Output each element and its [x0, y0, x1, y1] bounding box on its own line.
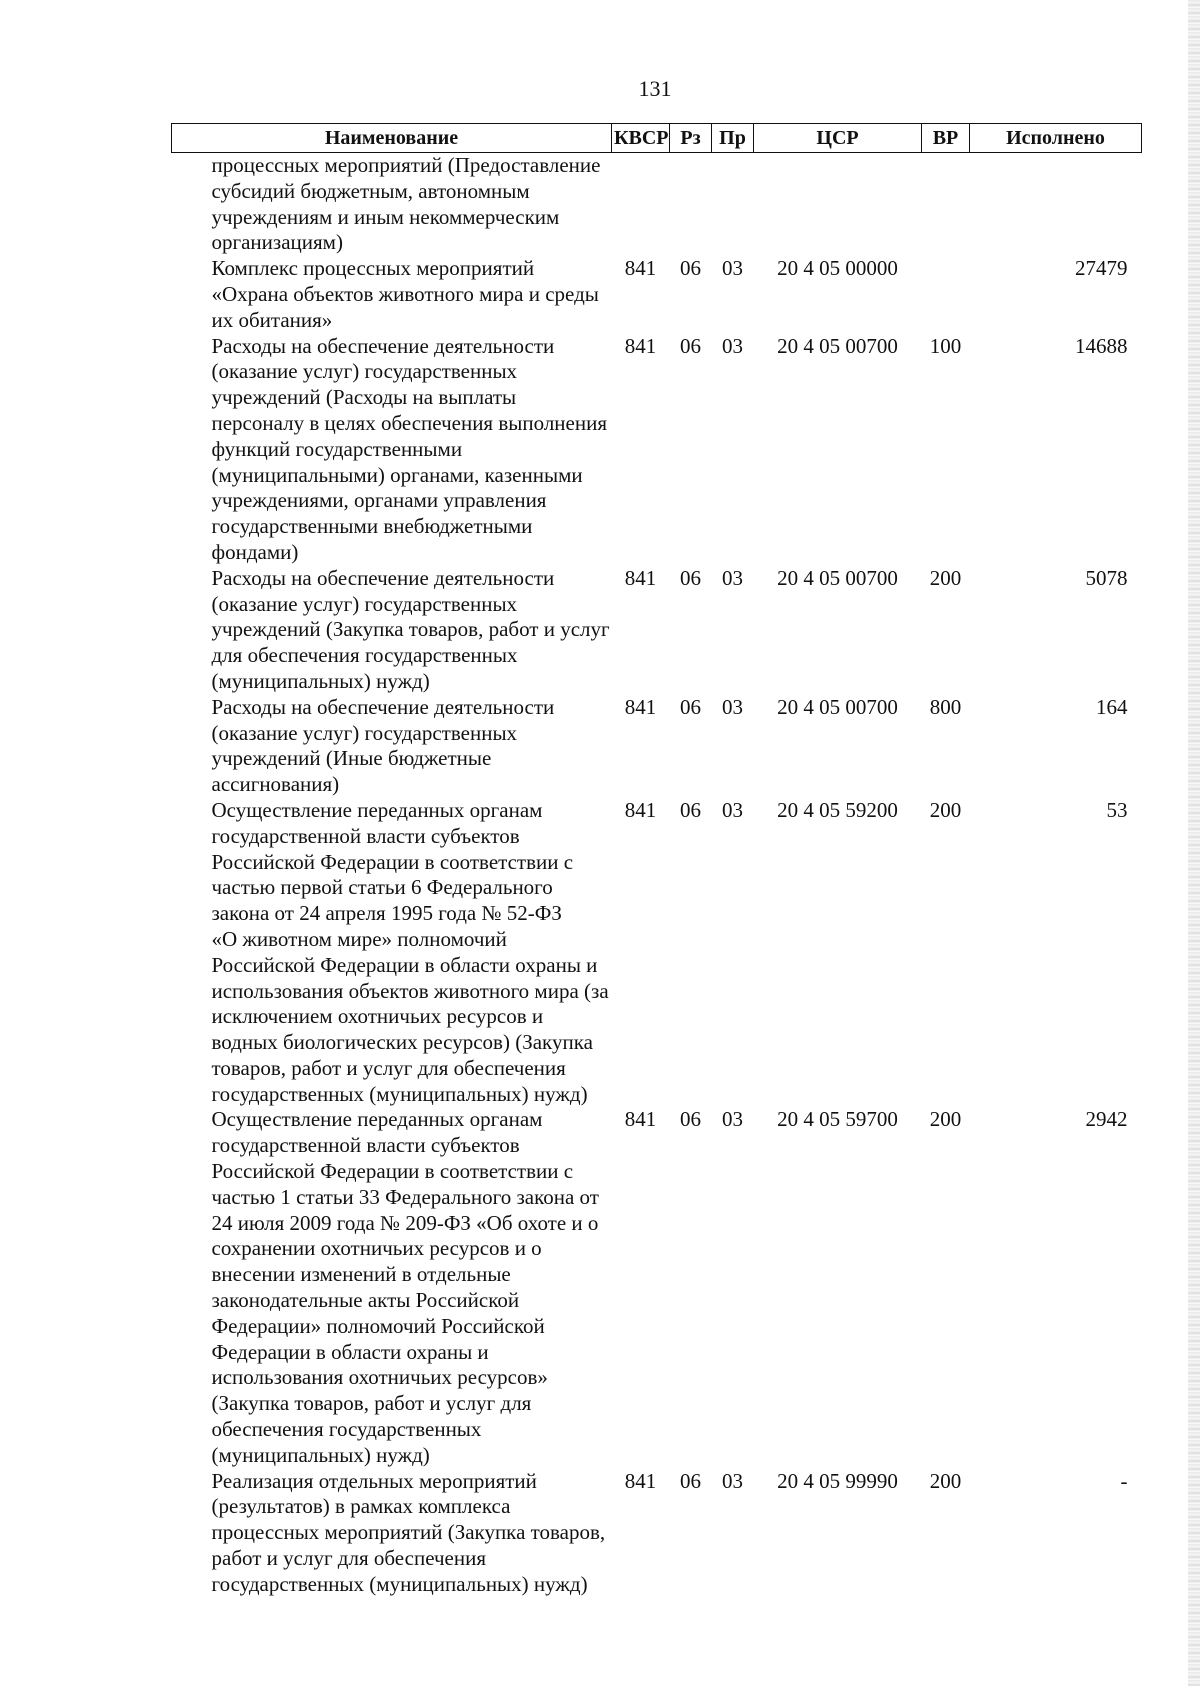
cell-rz: 06: [680, 1468, 701, 1493]
cell-vr: 200: [929, 1107, 962, 1132]
cell-kvsr: 841: [624, 1468, 657, 1493]
cell-executed: 53: [1106, 797, 1128, 822]
header-pr: Пр: [712, 124, 754, 153]
name-line: Комплекс процессных мероприятий: [211, 256, 535, 281]
cell-csr: 20 4 05 00700: [777, 333, 898, 358]
name-line: Расходы на обеспечение деятельности: [211, 694, 555, 719]
cell-name: [172, 334, 612, 566]
table-row: [172, 1107, 1142, 1468]
name-line: Реализация отдельных мероприятий: [211, 1468, 537, 1493]
name-line: государственных (муниципальных) нужд): [211, 1081, 588, 1106]
name-line: учреждениями, органами управления: [211, 488, 547, 513]
name-line: персоналу в целях обеспечения выполнения: [211, 410, 608, 435]
name-line: учреждений (Расходы на выплаты: [211, 385, 517, 410]
cell-pr: 03: [722, 565, 743, 590]
cell-pr: 03: [722, 797, 743, 822]
name-line: исключением охотничьих ресурсов и: [211, 1004, 544, 1029]
table-row: [172, 566, 1142, 695]
name-line: учреждениям и иным некоммерческим: [211, 204, 560, 229]
cell-name: [172, 1107, 612, 1468]
name-line: государственной власти субъектов: [211, 1133, 520, 1158]
name-line: Российской Федерации в соответствии с: [211, 849, 574, 874]
cell-vr: [922, 256, 970, 333]
name-line: сохранении охотничьих ресурсов и о: [211, 1236, 542, 1261]
name-line: «О животном мире» полномочий: [211, 926, 507, 951]
cell-rz: 06: [680, 1107, 701, 1132]
name-line: (муниципальных) нужд): [211, 1442, 430, 1467]
table-row: [172, 798, 1142, 1108]
cell-csr: 20 4 05 99990: [777, 1468, 898, 1493]
table-row: [172, 334, 1142, 566]
cell-pr: 03: [722, 333, 743, 358]
name-line: (муниципальных) нужд): [211, 668, 430, 693]
cell-pr: 03: [722, 256, 743, 281]
name-line: организациям): [211, 230, 343, 255]
cell-name: [172, 566, 612, 695]
cell-vr: 200: [929, 1468, 962, 1493]
name-line: Российской Федерации в области охраны и: [211, 952, 598, 977]
table-row: [172, 695, 1142, 798]
cell-kvsr: 841: [624, 333, 657, 358]
header-executed: Исполнено: [970, 124, 1142, 153]
name-line: Расходы на обеспечение деятельности: [211, 565, 555, 590]
header-vr: ВР: [922, 124, 970, 153]
name-line: государственной власти субъектов: [211, 823, 520, 848]
header-name: Наименование: [172, 124, 612, 153]
cell-vr: 200: [929, 797, 962, 822]
name-line: субсидий бюджетным, автономным: [211, 178, 530, 203]
name-line: законодательные акты Российской: [211, 1288, 520, 1313]
table-row: [172, 256, 1142, 333]
cell-csr: 20 4 05 00700: [777, 565, 898, 590]
name-line: государственными внебюджетными: [211, 514, 533, 539]
name-line: обеспечения государственных: [211, 1417, 482, 1442]
name-line: Осуществление переданных органам: [211, 1107, 543, 1132]
scan-edge: [1188, 0, 1200, 1686]
cell-kvsr: 841: [624, 694, 657, 719]
name-line: их обитания»: [211, 307, 333, 332]
name-line: (результатов) в рамках комплекса: [211, 1494, 511, 1519]
cell-vr: 800: [929, 694, 962, 719]
cell-rz: 06: [680, 694, 701, 719]
cell-executed: 14688: [1075, 333, 1128, 358]
name-line: водных биологических ресурсов) (Закупка: [211, 1030, 593, 1055]
cell-rz: 06: [680, 565, 701, 590]
name-line: 24 июля 2009 года № 209-ФЗ «Об охоте и о: [211, 1210, 599, 1235]
header-kvsr: КВСР: [612, 124, 670, 153]
page-number: 131: [638, 76, 672, 101]
cell-executed: 5078: [1085, 565, 1128, 590]
cell-executed: -: [1120, 1468, 1128, 1493]
cell-csr: 20 4 05 00000: [777, 256, 898, 281]
name-line: внесении изменений в отдельные: [211, 1262, 511, 1287]
name-line: (Закупка товаров, работ и услуг для: [211, 1391, 532, 1416]
cell-csr: 20 4 05 59200: [777, 797, 898, 822]
name-line: Осуществление переданных органам: [211, 797, 543, 822]
name-line: процессных мероприятий (Закупка товаров,: [211, 1520, 606, 1545]
name-line: Федерации в области охраны и: [211, 1339, 489, 1364]
cell-executed: 27479: [1075, 256, 1128, 281]
name-line: фондами): [211, 539, 299, 564]
name-line: товаров, работ и услуг для обеспечения: [211, 1055, 566, 1080]
cell-pr: 03: [722, 1107, 743, 1132]
cell-rz: 06: [680, 333, 701, 358]
cell-name: [172, 798, 612, 1108]
name-line: Федерации» полномочий Российской: [211, 1313, 545, 1338]
table-header: [172, 124, 1142, 153]
cell-kvsr: 841: [624, 565, 657, 590]
cell-name: [172, 1469, 612, 1598]
name-line: работ и услуг для обеспечения: [211, 1546, 487, 1571]
name-line: частью 1 статьи 33 Федерального закона от: [211, 1184, 599, 1209]
name-line: (муниципальными) органами, казенными: [211, 462, 583, 487]
cell-vr: 100: [929, 333, 962, 358]
name-line: закона от 24 апреля 1995 года № 52-ФЗ: [211, 901, 562, 926]
cell-kvsr: 841: [624, 256, 657, 281]
name-line: частью первой статьи 6 Федерального: [211, 875, 553, 900]
name-line: учреждений (Иные бюджетные: [211, 746, 492, 771]
cell-kvsr: 841: [624, 1107, 657, 1132]
name-line: государственных (муниципальных) нужд): [211, 1571, 588, 1596]
name-line: (оказание услуг) государственных: [211, 720, 518, 745]
cell-pr: 03: [722, 694, 743, 719]
name-line: функций государственными: [211, 436, 463, 461]
name-line: «Охрана объектов животного мира и среды: [211, 281, 599, 306]
name-line: ассигнования): [211, 772, 340, 797]
name-line: использования объектов животного мира (за: [211, 978, 609, 1003]
cell-csr: 20 4 05 00700: [777, 694, 898, 719]
cell-name: [172, 256, 612, 333]
name-line: для обеспечения государственных: [211, 643, 518, 668]
cell-rz: 06: [680, 256, 701, 281]
header-csr: ЦСР: [754, 124, 922, 153]
table-row-continuation: [172, 153, 1142, 257]
cell-name-continuation: [172, 153, 1142, 257]
cell-pr: 03: [722, 1468, 743, 1493]
cell-csr: 20 4 05 59700: [777, 1107, 898, 1132]
cell-name: [172, 695, 612, 798]
name-line: (оказание услуг) государственных: [211, 359, 518, 384]
header-rz: Рз: [670, 124, 712, 153]
name-line: процессных мероприятий (Предоставление: [211, 153, 601, 177]
cell-rz: 06: [680, 797, 701, 822]
cell-executed: 2942: [1085, 1107, 1128, 1132]
budget-table: [171, 123, 1142, 1598]
name-line: (оказание услуг) государственных: [211, 591, 518, 616]
cell-executed: 164: [1096, 694, 1128, 719]
table-row: [172, 1469, 1142, 1598]
cell-vr: 200: [929, 565, 962, 590]
name-line: Расходы на обеспечение деятельности: [211, 333, 555, 358]
cell-kvsr: 841: [624, 797, 657, 822]
name-line: использования охотничьих ресурсов»: [211, 1365, 548, 1390]
name-line: Российской Федерации в соответствии с: [211, 1159, 574, 1184]
table-body: [172, 153, 1142, 1598]
name-line: учреждений (Закупка товаров, работ и услуг: [211, 617, 610, 642]
